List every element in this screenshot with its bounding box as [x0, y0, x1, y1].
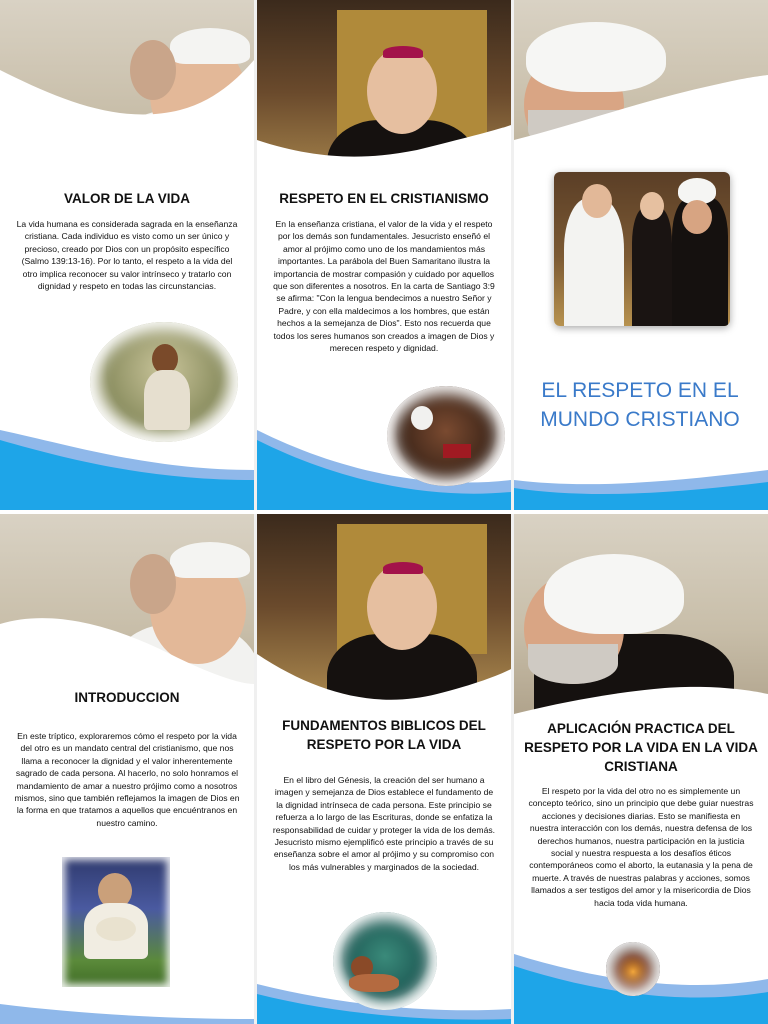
- meeting-photo-icon: [387, 386, 505, 486]
- panel-title: RESPETO EN EL CRISTIANISMO: [279, 191, 489, 206]
- panel-title: APLICACIÓN PRACTICA DEL RESPETO POR LA VIDA EN LA VIDA CRISTIANA: [524, 721, 758, 774]
- panel-text: El respeto por la vida del otro no es simplemente un concepto teórico, sino un principio que debe guiar nuestras acciones y decisiones diarias. Esto se manifiesta en nuestra interacción con los demás, nuestra defensa de los derechos humanos, nuestra participación en la justicia social y nuestra respuesta a los desafíos éticos contemporáneos como el aborto, la eutanasia y la pena de muerte. A través de nuestras palabras y acciones, somos llamados a ser testigos del amor y la misericordia de Dios hacia toda vida humana.: [528, 786, 754, 908]
- panel-text: En la enseñanza cristiana, el valor de la vida y el respeto por los demás son fundamentales. Jesucristo enseñó el amor al prójimo como uno de los mandamientos más importantes. La parábola del Buen Samaritano ilustra la importancia de mostrar compasión y cuidado por aquellos que son diferentes a nosotros. En la carta de Santiago 3:9 se afirma: "Con la lengua bendecimos a nuestro Señor y Padre, y con ella maldecimos a los hombres, que están hechos a la semejanza de Dios". Esto nos recuerda que todos los seres humanos son creados a imagen de Dios y merecen respeto y dignidad.: [273, 219, 495, 354]
- creation-adam-icon: [333, 912, 437, 1010]
- sheet-divider: [0, 510, 768, 514]
- jesus-seated-icon: [90, 322, 238, 442]
- panel-title: VALOR DE LA VIDA: [63, 191, 190, 206]
- candle-flame-icon: [606, 942, 660, 996]
- leaders-meeting-photo-icon: [554, 172, 730, 326]
- good-shepherd-icon: [62, 857, 170, 987]
- panel-aplicacion: [514, 514, 768, 1024]
- panel-text: En el libro del Génesis, la creación del ser humano a imagen y semejanza de Dios establece el fundamento de la dignidad intrínseca de cada persona. Este principio se refuerza a lo largo de las Escrituras, donde se enfatiza la responsabilidad de cuidar y proteger la vida de los demás. Jesucristo mismo ejemplificó este principio a través de su enseñanza sobre el amor al prójimo y su compromiso con los más vulnerables y marginados de la sociedad.: [272, 775, 496, 872]
- panel-text: En este tríptico, exploraremos cómo el respeto por la vida del otro es un mandato central del cristianismo, que nos llama a reconocer la dignidad y el valor inherentemente sagrado de cada persona. Al hacerlo, no solo honramos el mandamiento de amar a nuestro prójimo como a nosotros mismos, sino que también reflejamos la imagen de Dios en la forma en que tratamos a aquellos que encuéntranos en nuestro camino.: [14, 731, 240, 828]
- panel-fundamentos: [257, 514, 511, 1024]
- panel-title: FUNDAMENTOS BIBLICOS DEL RESPETO POR LA VIDA: [282, 718, 486, 752]
- cover-title: EL RESPETO EN EL MUNDO CRISTIANO: [540, 379, 740, 431]
- panel-text: La vida humana es considerada sagrada en la enseñanza cristiana. Cada individuo es visto como un ser único y precioso, creado por Dios con un propósito específico (Salmo 139:13-16). Por lo tanto, el respeto a la vida del otro implica reconocer su valor intrínseco y tratarlo con dignidad y respeto en todas las circunstancias.: [16, 219, 238, 292]
- panel-title: INTRODUCCION: [74, 690, 180, 705]
- panel-respeto: [257, 0, 511, 510]
- panel-valor: [0, 0, 254, 510]
